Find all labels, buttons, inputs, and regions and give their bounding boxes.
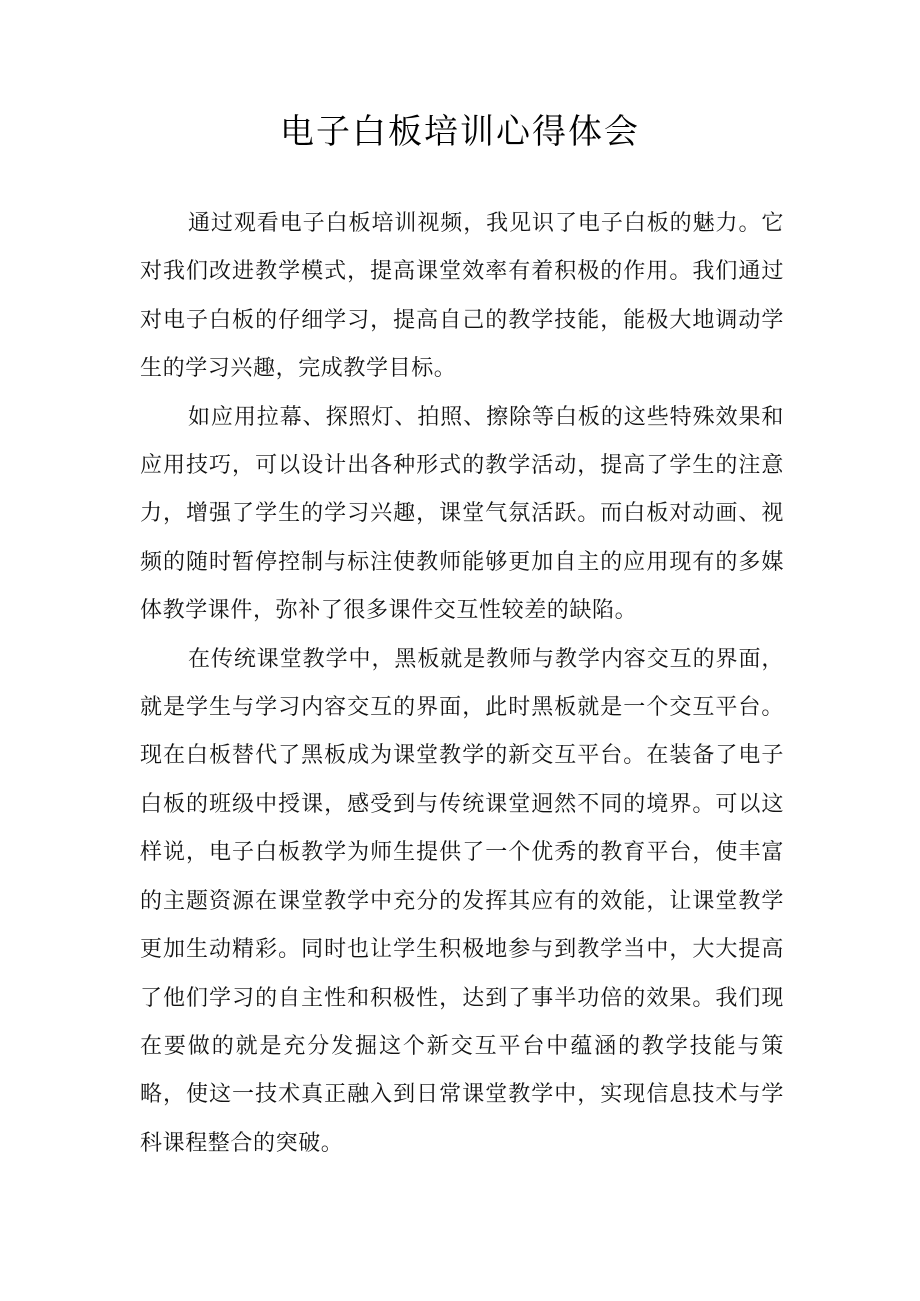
- paragraph-1: 通过观看电子白板培训视频，我见识了电子白板的魅力。它对我们改进教学模式，提高课堂效率有着积极的作用。我们通过对电子白板的仔细学习，提高自己的教学技能，能极大地调动学生的学习兴趣，完成教学目标。: [140, 211, 784, 382]
- document-body: [140, 200, 784, 1168]
- paragraph-2: 如应用拉幕、探照灯、拍照、擦除等白板的这些特殊效果和应用技巧，可以设计出各种形式的教学活动，提高了学生的注意力，增强了学生的学习兴趣，课堂气氛活跃。而白板对动画、视频的随时暂停控制与标注使教师能够更加自主的应用现有的多媒体教学课件，弥补了很多课件交互性较差的缺陷。: [140, 404, 784, 624]
- paragraph-3: 在传统课堂教学中，黑板就是教师与教学内容交互的界面，就是学生与学习内容交互的界面，此时黑板就是一个交互平台。现在白板替代了黑板成为课堂教学的新交互平台。在装备了电子白板的班级中授课，感受到与传统课堂迥然不同的境界。可以这样说，电子白板教学为师生提供了一个优秀的教育平台，使丰富的主题资源在课堂教学中充分的发挥其应有的效能，让课堂教学更加生动精彩。同时也让学生积极地参与到教学当中，大大提高了他们学习的自主性和积极性，达到了事半功倍的效果。我们现在要做的就是充分发掘这个新交互平台中蕴涵的教学技能与策略，使这一技术真正融入到日常课堂教学中，实现信息技术与学科课程整合的突破。: [140, 646, 784, 1156]
- document-title: 电子白板培训心得体会: [280, 112, 640, 152]
